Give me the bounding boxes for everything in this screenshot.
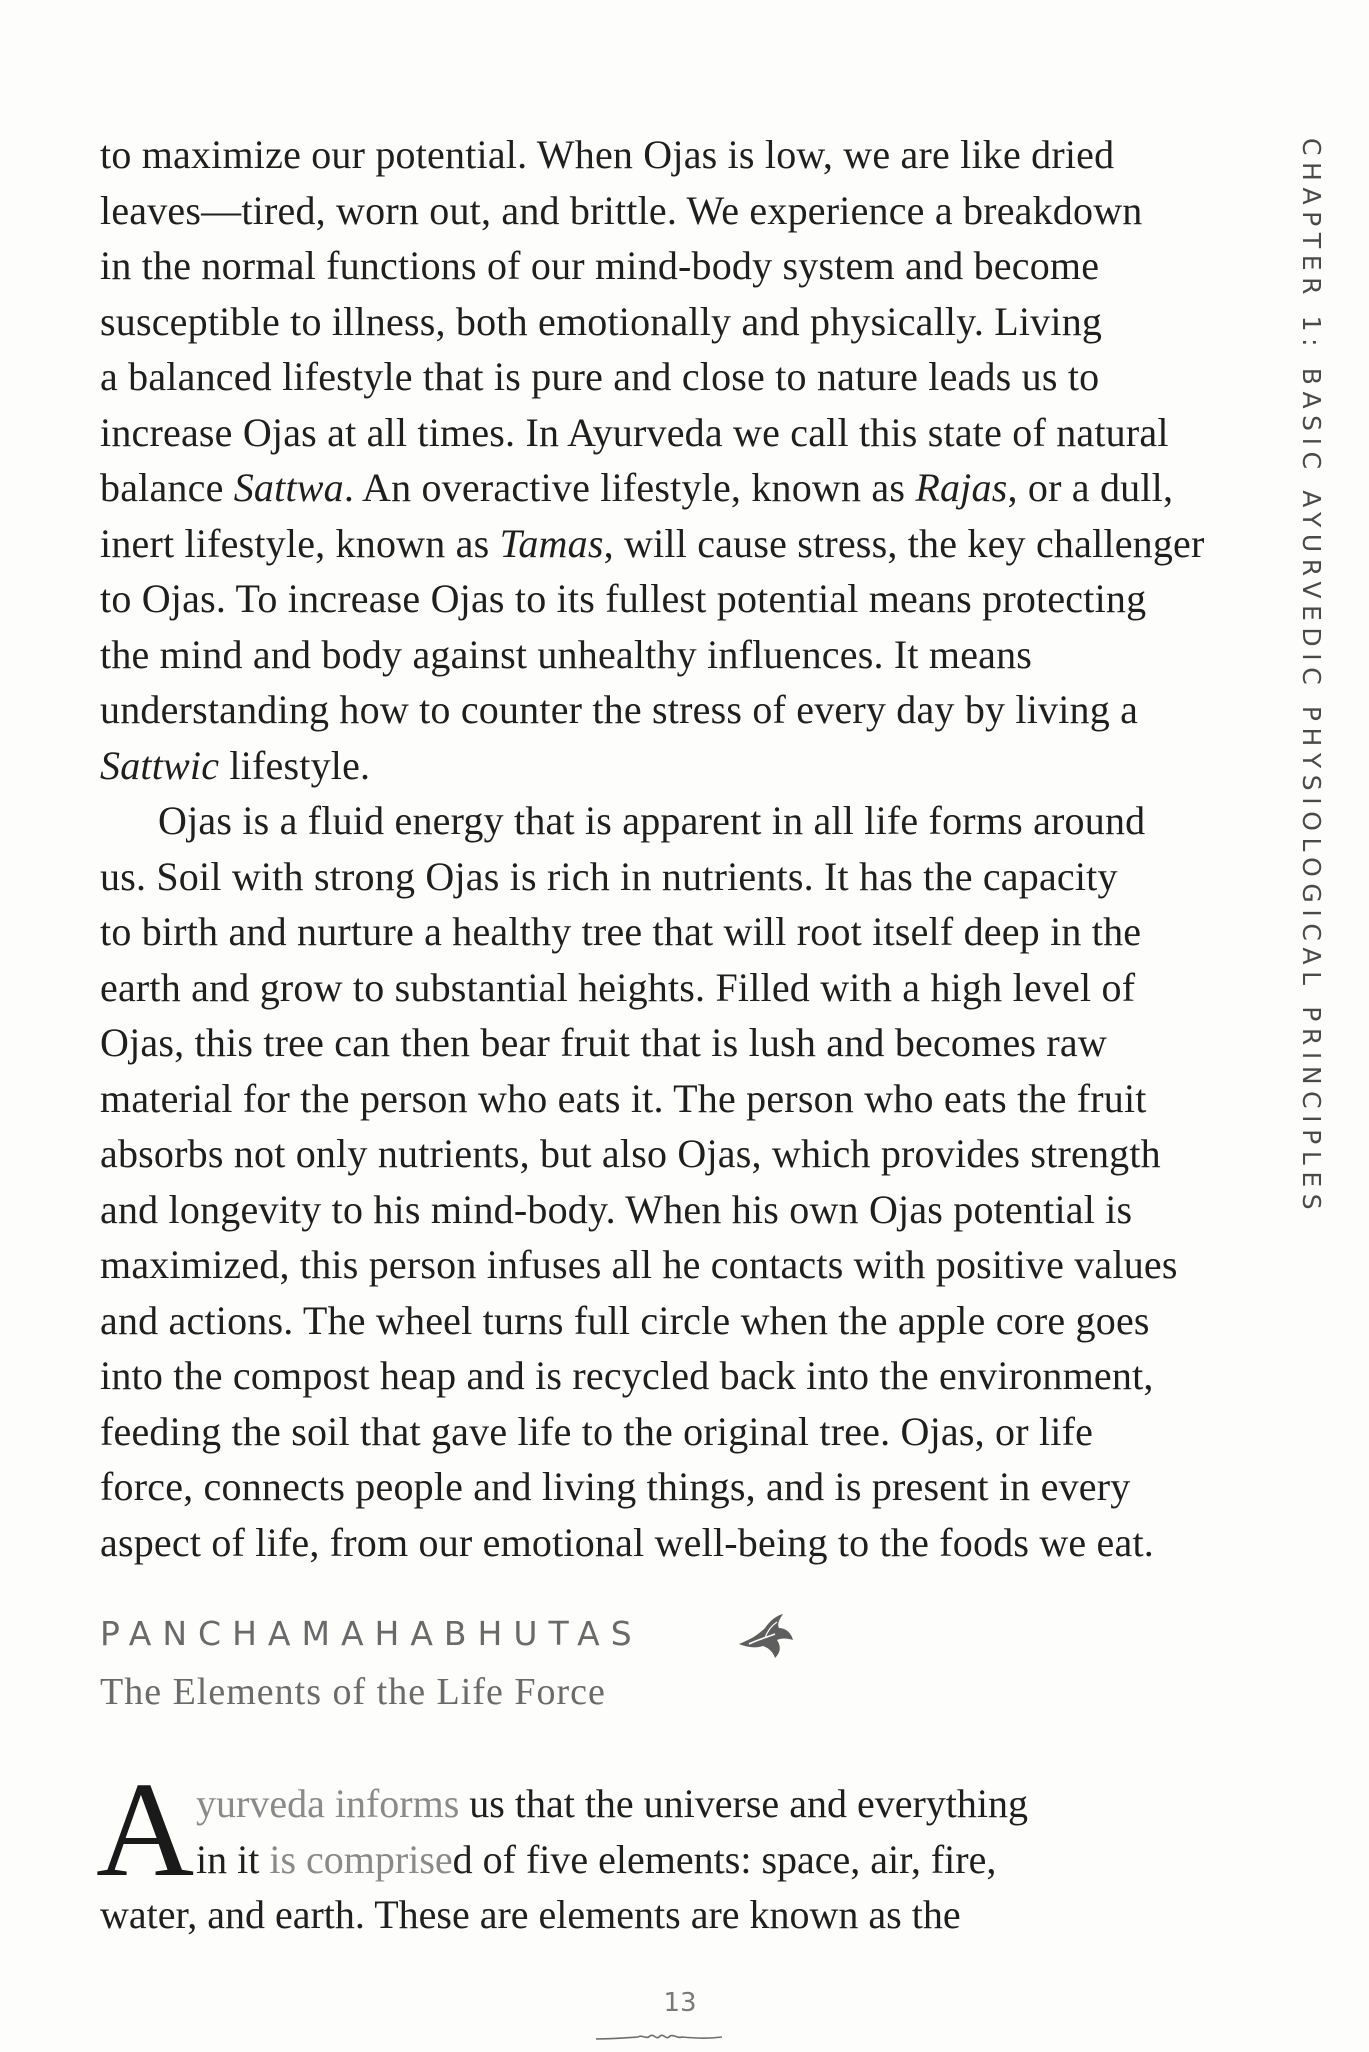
body-text (100, 127, 1240, 1570)
text-line: material for the person who eats it. The person who eats the fruit (100, 1075, 1147, 1121)
text-line: leaves—tired, worn out, and brittle. We experience a breakdown (100, 187, 1143, 233)
text-line (100, 1832, 1240, 1888)
text-span: us that the universe and everything (459, 1781, 1028, 1826)
sanskrit-term: Rajas (915, 465, 1008, 510)
text-line: to maximize our potential. When Ojas is low, we are like dried (100, 132, 1115, 177)
text-line: Ojas is a fluid energy that is apparent in all life forms around (158, 798, 1146, 843)
paragraph-2 (100, 793, 1240, 1570)
text-line: maximized, this person infuses all he contacts with positive values (100, 1242, 1178, 1287)
running-header (1292, 138, 1332, 1278)
text-line: earth and grow to substantial heights. Filled with a high level of (100, 964, 1136, 1010)
text-line: us. Soil with strong Ojas is rich in nutrients. It has the capacity (100, 853, 1118, 899)
faded-text: yurveda informs (196, 1781, 460, 1826)
text-span: balance (100, 465, 234, 510)
text-line: in the normal functions of our mind-body system and become (100, 243, 1100, 288)
text-span: lifestyle. (219, 742, 371, 788)
faded-text: is comprise (269, 1836, 453, 1882)
text-line: understanding how to counter the stress of every day by living a (100, 687, 1139, 732)
sanskrit-term: Sattwic (100, 742, 220, 788)
text-line (100, 460, 1240, 516)
page-number: 13 (663, 1988, 697, 2018)
running-header-text: CHAPTER 1: BASIC AYURVEDIC PHYSIOLOGICAL PRINCIPLES (1297, 138, 1326, 1217)
paragraph-1 (100, 127, 1240, 793)
text-line: feeding the soil that gave life to the original tree. Ojas, or life (100, 1408, 1094, 1454)
text-line: a balanced lifestyle that is pure and close to nature leads us to (100, 354, 1100, 399)
intro-paragraph (100, 1776, 1240, 1943)
text-line: absorbs not only nutrients, but also Ojas, which provides strength (100, 1131, 1161, 1176)
text-line: aspect of life, from our emotional well-being to the foods we eat. (100, 1519, 1154, 1565)
text-span: , or a dull, (1007, 465, 1174, 510)
leaf-ornament-icon (735, 1610, 797, 1660)
text-line: and actions. The wheel turns full circle when the apple core goes (100, 1297, 1150, 1343)
text-span: , will cause stress, the key challenger (603, 520, 1205, 566)
text-span: . An overactive lifestyle, known as (343, 465, 916, 510)
text-span: inert lifestyle, known as (100, 520, 500, 566)
sanskrit-term: Sattwa (233, 465, 344, 510)
text-line: into the compost heap and is recycled back into the environment, (100, 1353, 1154, 1398)
text-span: d of five elements: space, air, fire, (452, 1836, 997, 1882)
text-line: to Ojas. To increase Ojas to its fullest potential means protecting (100, 576, 1147, 621)
text-line: the mind and body against unhealthy influences. It means (100, 631, 1033, 677)
section-heading: PANCHAMAHABHUTAS (100, 1614, 643, 1653)
text-line: and longevity to his mind-body. When his own Ojas potential is (100, 1186, 1133, 1232)
text-line (100, 1776, 1240, 1832)
sanskrit-term: Tamas (499, 520, 604, 566)
text-line: to birth and nurture a healthy tree that will root itself deep in the (100, 909, 1142, 954)
text-line: force, connects people and living things, and is present in every (100, 1464, 1131, 1509)
text-line: susceptible to illness, both emotionally and physically. Living (100, 298, 1103, 344)
drop-cap: A (96, 1755, 195, 1905)
text-line: water, and earth. These are elements are known as the (100, 1892, 961, 1937)
text-line: increase Ojas at all times. In Ayurveda we call this state of natural (100, 409, 1169, 455)
text-span: in it (196, 1836, 270, 1882)
text-line (100, 738, 1240, 794)
text-line (100, 516, 1240, 572)
text-line: Ojas, this tree can then bear fruit that is lush and becomes raw (100, 1020, 1107, 1065)
flourish-icon (594, 2030, 724, 2044)
section-subtitle: The Elements of the Life Force (100, 1671, 606, 1713)
